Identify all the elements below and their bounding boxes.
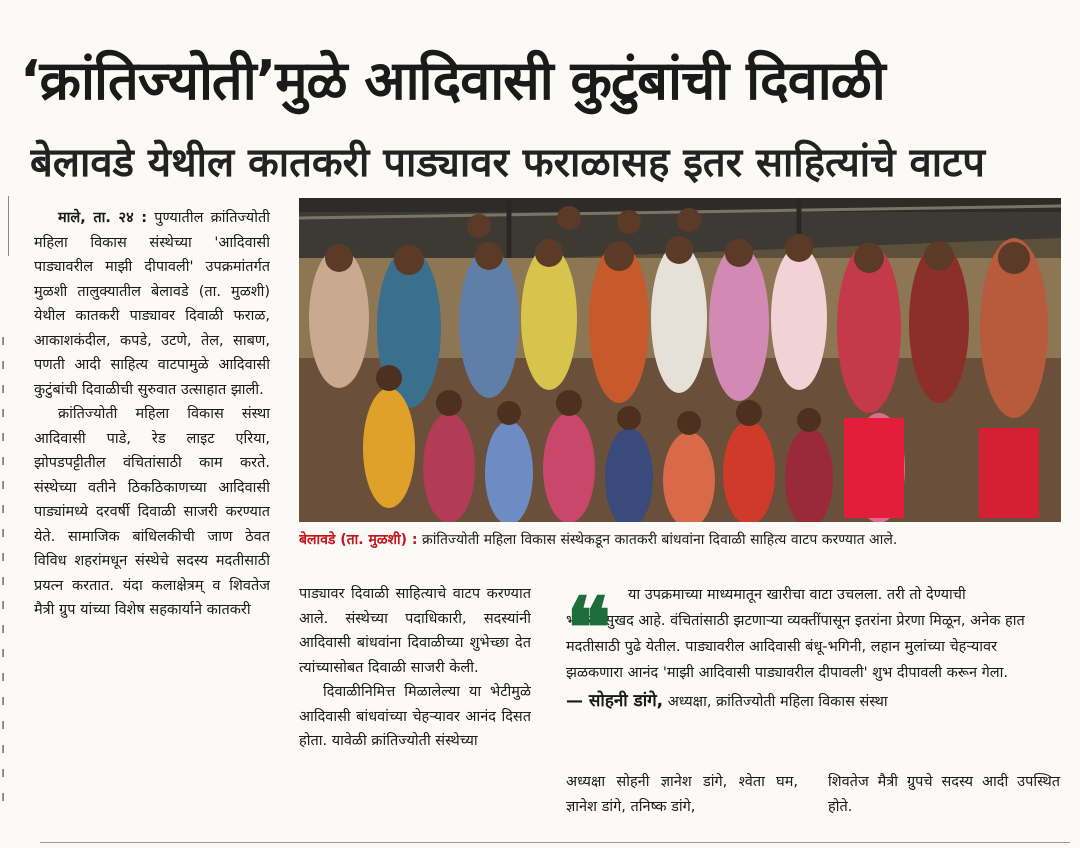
- quote-text: [566, 578, 1048, 686]
- caption-place: बेलावडे (ता. मुळशी) :: [299, 532, 418, 548]
- column-3-text: अध्यक्षा सोहनी ज्ञानेश डांगे, श्वेता घम, ज्ञानेश डांगे, तनिष्क डांगे,: [566, 774, 798, 815]
- article-column-3: [566, 770, 798, 819]
- dateline: माले, ता. २४ :: [58, 210, 148, 226]
- caption-text: क्रांतिज्योती महिला विकास संस्थेकडून कातकरी बांधवांना दिवाळी साहित्य वाटप करण्यात आले.: [417, 532, 898, 548]
- pull-quote: [566, 578, 1048, 750]
- headline: ‘क्रांतिज्योती’मुळे आदिवासी कुटुंबांची दिवाळी: [20, 49, 885, 113]
- quote-first-line: या उपक्रमाच्या माध्यमातून खारीचा वाटा उचलला. तरी तो देण्याची: [628, 587, 966, 603]
- quote-mark-icon: ❝: [566, 578, 612, 677]
- subheadline: बेलावडे येथील कातकरी पाड्यावर फराळासह इतर साहित्यांचे वाटप: [30, 140, 985, 187]
- photo-caption: [299, 528, 1069, 552]
- paragraph-1-text: पुण्यातील क्रांतिज्योती महिला विकास संस्थेच्या 'आदिवासी पाड्यावरील माझी दीपावली' उपक्रमांतर्गत मुळशी तालुक्यातील बेलावडे (ता. मुळशी) येथील कातकरी पाड्यावर दिवाळी फराळ, आकाशकंदील, कपडे, उटणे, तेल, साबण, पणती आदी साहित्य वाटपामुळे आदिवासी कुटुंबांची दिवाळीची सुरुवात उत्साहात झाली.: [34, 210, 270, 398]
- article-paragraph-2: [34, 402, 270, 623]
- attribution-name: — सोहनी डांगे,: [566, 691, 664, 711]
- paragraph-2-text: क्रांतिज्योती महिला विकास संस्था आदिवासी पाडे, रेड लाइट एरिया, झोपडपट्टीतील वंचितांसाठी काम करते. संस्थेच्या वतीने ठिकठिकाणच्या आदिवासी पाड्यांमध्ये दरवर्षी दिवाळी साजरी करण्यात येते. सामाजिक बांधिलकीची जाण ठेवत विविध शहरांमधून संस्थेचे सदस्य मदतीसाठी प्रयत्न करतात. यंदा कलाक्षेत्रम् व शिवतेज मैत्री ग्रुप यांच्या विशेष सहकार्याने कातकरी: [34, 406, 270, 618]
- article-paragraph-1: [34, 206, 270, 402]
- column-4-text: शिवतेज मैत्री ग्रुपचे सदस्य आदी उपस्थित होते.: [828, 774, 1060, 815]
- quote-attribution: [566, 688, 1048, 715]
- article-column-4: [828, 770, 1060, 819]
- news-photo: [299, 198, 1061, 522]
- article-column-1: [34, 206, 270, 826]
- attribution-role: अध्यक्षा, क्रांतिज्योती महिला विकास संस्था: [663, 694, 888, 710]
- column-2-paragraph-2-text: दिवाळीनिमित्त मिळालेल्या या भेटीमुळे आदिवासी बांधवांच्या चेहऱ्यावर आनंद दिसत होता. यावेळी क्रांतिज्योती संस्थेच्या: [299, 684, 531, 749]
- left-column-rule: [8, 196, 9, 256]
- bottom-rule: [40, 842, 1070, 843]
- adjacent-article-edge: । । । । । । । । । । । । । । । । । । । ।: [0, 334, 5, 805]
- quote-body: भावना सुखद आहे. वंचितांसाठी झटणाऱ्या व्यक्तींपासून इतरांना प्रेरणा मिळून, अनेक हात मदतीसाठी पुढे येतील. पाड्यावरील आदिवासी बंधू-भगिनी, लहान मुलांच्या चेहऱ्यावर झळकणारा आनंद 'माझी आदिवासी पाड्यावरील दीपावली' शुभ दीपावली करून गेला.: [566, 613, 1025, 681]
- group-photo-illustration: [299, 198, 1061, 522]
- column-2-paragraph-2: [299, 680, 531, 754]
- article-column-2: [299, 582, 531, 832]
- column-2-paragraph-1: पाड्यावर दिवाळी साहित्याचे वाटप करण्यात आले. संस्थेच्या पदाधिकारी, सदस्यांनी आदिवासी बांधवांना दिवाळीच्या शुभेच्छा देत त्यांच्यासोबत दिवाळी साजरी केली.: [299, 586, 531, 676]
